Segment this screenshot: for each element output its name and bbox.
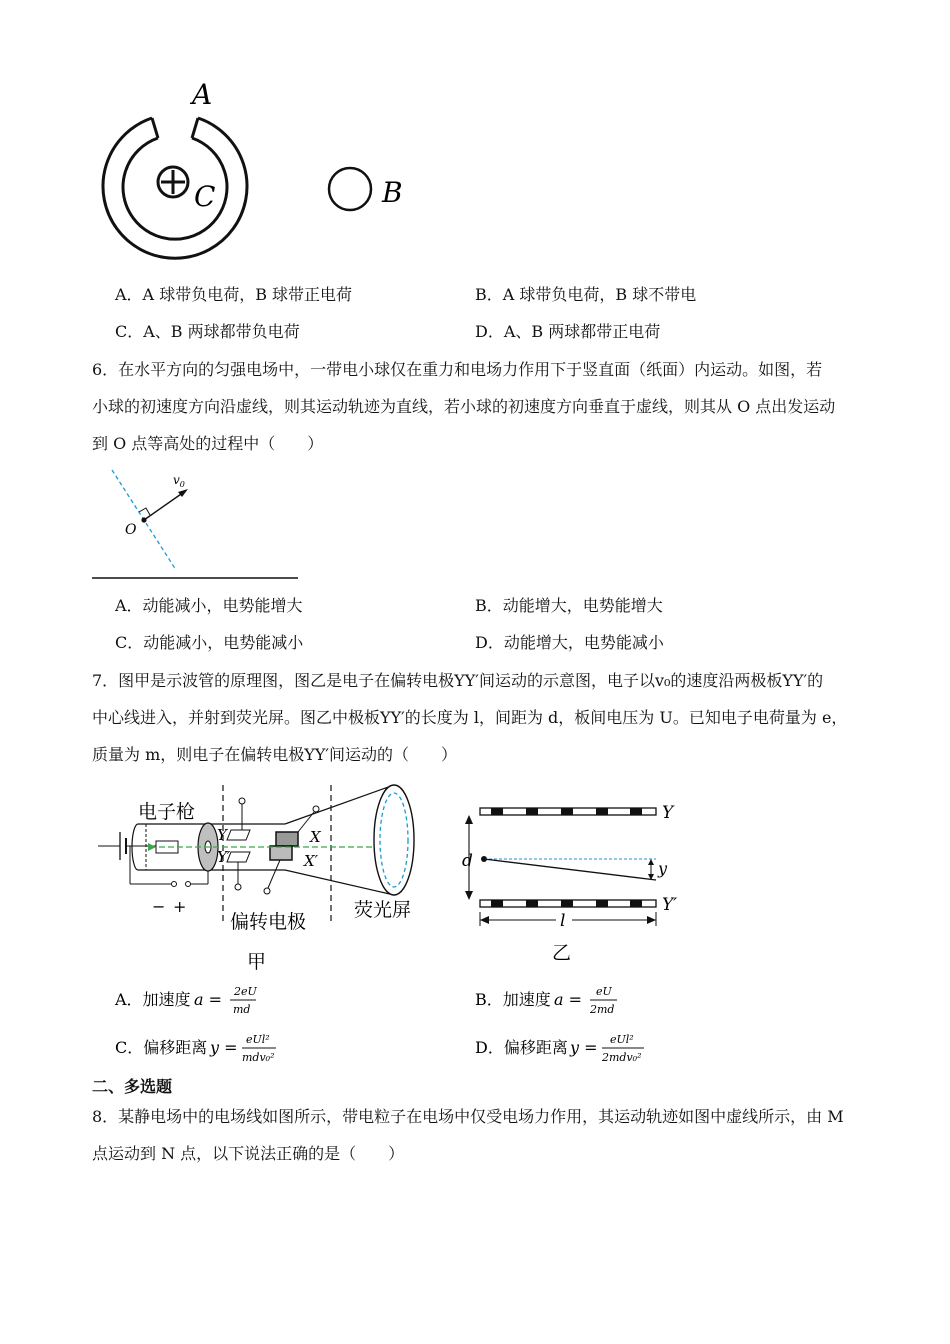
svg-text:D．偏移距离: D．偏移距离 bbox=[475, 1038, 568, 1057]
q6-option-c: C．动能减小，电势能减小 bbox=[115, 633, 304, 652]
label-l: l bbox=[560, 911, 566, 931]
svg-text:eUl²: eUl² bbox=[610, 1033, 634, 1046]
q7-figure-jia bbox=[90, 780, 430, 975]
outer-shell bbox=[103, 118, 247, 258]
label-electrode: 偏转电极 bbox=[230, 911, 307, 933]
q5-option-d: D．A、B 两球都带正电荷 bbox=[475, 322, 661, 341]
svg-text:eUl²: eUl² bbox=[246, 1033, 270, 1046]
svg-text:A．加速度: A．加速度 bbox=[115, 990, 191, 1009]
q7-line-3: 质量为 m，则电子在偏转电极YY′间运动的（ ） bbox=[92, 745, 458, 764]
q6-option-b: B．动能增大，电势能增大 bbox=[475, 596, 663, 615]
svg-text:a =: a = bbox=[554, 990, 583, 1009]
q7-option-c bbox=[112, 1030, 312, 1070]
label-o: O bbox=[125, 522, 137, 538]
q6-figure bbox=[88, 466, 303, 584]
label-a: A bbox=[192, 78, 213, 111]
label-yprime-jia: Y′ bbox=[217, 848, 231, 866]
q7-line-2: 中心线进入，并射到荧光屏。图乙中极板YY′的长度为 l，间距为 d，板间电压为 U。已知电子电荷量为 e， bbox=[92, 708, 848, 727]
trajectory bbox=[484, 859, 656, 880]
q7-option-b bbox=[472, 982, 672, 1022]
q6-option-d: D．动能增大，电势能减小 bbox=[475, 633, 664, 652]
caption-yi: 乙 bbox=[552, 942, 572, 964]
label-x: X bbox=[310, 828, 321, 846]
q7-figure-yi bbox=[458, 796, 698, 966]
q5-figure bbox=[90, 78, 420, 268]
label-gun: 电子枪 bbox=[138, 801, 196, 823]
label-y-jia: Y bbox=[217, 826, 227, 844]
label-d: d bbox=[462, 851, 473, 871]
q5-option-c: C．A、B 两球都带负电荷 bbox=[115, 322, 300, 341]
label-screen: 荧光屏 bbox=[354, 899, 412, 921]
q6-option-a: A．动能减小，电势能增大 bbox=[115, 596, 303, 615]
svg-text:mdv₀²: mdv₀² bbox=[242, 1051, 275, 1064]
label-xprime: X′ bbox=[304, 852, 319, 870]
svg-text:C．偏移距离: C．偏移距离 bbox=[115, 1038, 208, 1057]
q6-line-1: 6．在水平方向的匀强电场中，一带电小球仅在重力和电场力作用下于竖直面（纸面）内运动。如图，若 bbox=[92, 360, 823, 379]
label-c: C bbox=[194, 180, 216, 213]
q6-line-3: 到 O 点等高处的过程中（ ） bbox=[92, 434, 324, 453]
minus-sign: − bbox=[152, 897, 166, 916]
svg-text:2mdv₀²: 2mdv₀² bbox=[602, 1051, 642, 1064]
svg-text:2md: 2md bbox=[590, 1003, 615, 1016]
q7-option-d bbox=[472, 1030, 672, 1070]
svg-text:a =: a = bbox=[194, 990, 223, 1009]
section-heading: 二、多选题 bbox=[92, 1077, 173, 1096]
q5-option-b: B．A 球带负电荷，B 球不带电 bbox=[475, 285, 697, 304]
svg-text:y =: y = bbox=[210, 1038, 238, 1057]
q6-line-2: 小球的初速度方向沿虚线，则其运动轨迹为直线，若小球的初速度方向垂直于虚线，则其从 O 点出发运动 bbox=[92, 397, 836, 416]
label-v0: $v_0$ bbox=[173, 473, 185, 489]
q8-line-2: 点运动到 N 点，以下说法正确的是（ ） bbox=[92, 1144, 405, 1163]
plus-sign: + bbox=[173, 897, 187, 916]
svg-text:2eU: 2eU bbox=[234, 985, 257, 998]
label-y-yi: Y bbox=[662, 803, 674, 823]
label-yprime-yi: Y′ bbox=[662, 895, 678, 915]
velocity-vector bbox=[144, 492, 184, 520]
q7-line-1: 7．图甲是示波管的原理图，图乙是电子在偏转电极YY′间运动的示意图，电子以v₀的速度沿两极板YY′的 bbox=[92, 671, 824, 690]
q5-option-a: A．A 球带负电荷，B 球带正电荷 bbox=[115, 285, 353, 304]
svg-text:y =: y = bbox=[570, 1038, 598, 1057]
label-y-offset: y bbox=[658, 859, 668, 878]
label-b: B bbox=[382, 176, 403, 209]
q8-line-1: 8．某静电场中的电场线如图所示，带电粒子在电场中仅受电场力作用，其运动轨迹如图中虚线所示，由 M bbox=[92, 1107, 844, 1126]
q7-option-a bbox=[112, 982, 312, 1022]
svg-text:md: md bbox=[233, 1003, 251, 1016]
point-o bbox=[141, 517, 146, 522]
caption-jia: 甲 bbox=[247, 951, 267, 973]
svg-text:eU: eU bbox=[596, 985, 612, 998]
svg-text:B．加速度: B．加速度 bbox=[475, 990, 551, 1009]
ball-b bbox=[329, 168, 371, 210]
